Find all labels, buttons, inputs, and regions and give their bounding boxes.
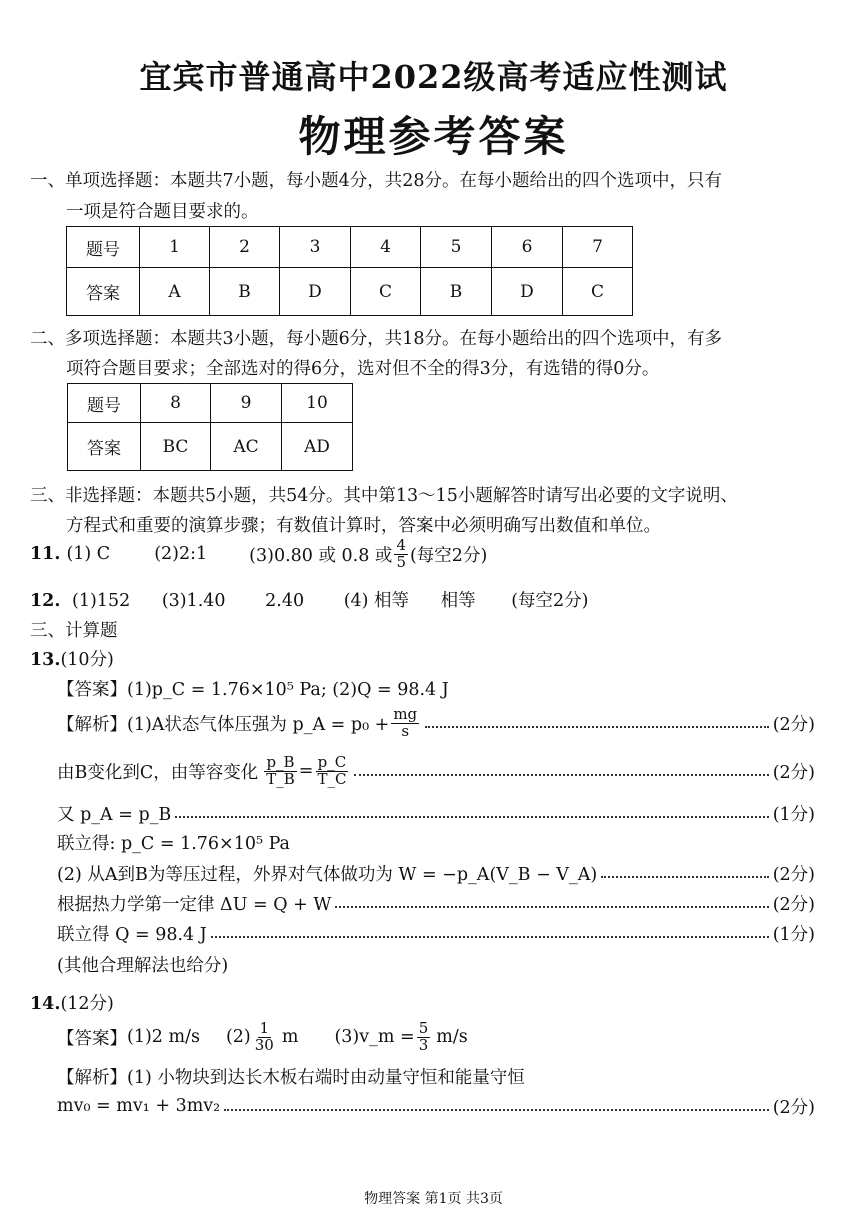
q14-answer-2-unit: m [281,1027,299,1047]
q14-answer-3-unit: m/s [436,1027,468,1047]
q11-answers [30,532,487,576]
q13-step3-text: 又 p_A = p_B [57,804,172,825]
fraction-numerator: p_C [317,752,347,771]
q13-step2-points: (2分) [772,762,815,783]
q13-step3-points: (1分) [772,804,815,825]
q13-note: (其他合理解法也给分) [57,956,229,976]
answer-cell: D [492,268,563,316]
question-number: 6 [492,227,563,268]
q13-step2-fraction-1 [264,752,297,788]
q11-fraction [394,535,408,571]
q12-answer-1: (1)152 [72,591,131,611]
q13-step2-fraction-2 [315,752,348,788]
analysis-tag: 【解析】 [57,714,127,735]
answer-cell: C [563,268,633,316]
q13-step2-text: 由B变化到C，由等容变化 [57,762,259,783]
question-number: 2 [210,227,280,268]
answer-cell: AC [211,423,282,471]
question-number: 1 [140,227,210,268]
q12-answer-5: 相等 [440,591,476,611]
answer-tag: 【答案】 [57,680,127,700]
q13-score: (10分) [60,650,114,670]
q13-step2 [57,748,815,794]
q13-step7 [57,920,815,946]
fraction-denominator: T_B [266,769,295,788]
single-choice-table [66,226,633,316]
q13-step5 [57,860,815,886]
table-answer-label: 答案 [68,423,141,471]
question-number: 5 [421,227,492,268]
part3-instructions-line2: 方程式和重要的演算步骤；有数值计算时，答案中必须明确写出数值和单位。 [66,516,661,536]
q12-answers [30,587,589,612]
answer-tag: 【答案】 [57,1028,127,1049]
q13-header [30,646,114,671]
fraction-numerator: p_B [266,752,295,771]
q14-answer-2-fraction [253,1018,276,1054]
question-number: 8 [141,384,211,423]
q13-step1-fraction [391,704,419,740]
q14-step1-text: (1) 小物块到达长木板右端时由动量守恒和能量守恒 [127,1068,525,1088]
q13-answer [57,676,449,701]
fraction-numerator: 5 [418,1018,429,1037]
question-number: 4 [351,227,421,268]
q11-answer-1: (1) C [66,544,111,564]
answer-cell: D [280,268,351,316]
q13-step1-points: (2分) [772,714,815,735]
q13-step5-text: (2) 从A到B为等压过程，外界对气体做功为 W = −p_A(V_B − V_A) [57,864,598,885]
answer-cell: A [140,268,210,316]
fraction-denominator: T_C [317,769,347,788]
answer-key-title: 物理参考答案 [298,112,569,161]
fraction-denominator: 30 [254,1035,274,1054]
analysis-tag: 【解析】 [57,1068,127,1088]
q13-step7-text: 联立得 Q = 98.4 J [57,924,207,945]
dot-leader [175,816,768,818]
q11-answer-3: (3)0.80 或 0.8 或 [249,545,393,566]
q13-step6 [57,890,815,916]
q14-answer-3-fraction [417,1018,431,1054]
multiple-choice-table [67,383,353,471]
q14-step2 [57,1093,815,1119]
q12-answer-3: 2.40 [265,591,305,611]
q13-step7-points: (1分) [772,924,815,945]
part1-instructions-line1: 一、单项选择题：本题共7小题，每小题4分，共28分。在每小题给出的四个选项中，只有 [30,171,723,191]
q13-step5-points: (2分) [772,864,815,885]
q13-step1-text: (1)A状态气体压强为 p_A = p₀ + [127,714,390,735]
part1-instructions-line2: 一项是符合题目要求的。 [66,202,259,222]
q14-answer-3: (3)v_m = [334,1027,415,1047]
q14-score: (12分) [60,994,114,1014]
q14-step1 [57,1064,525,1089]
question-number: 7 [563,227,633,268]
q13-number: 13. [30,650,61,670]
part2-instructions-line1: 二、多项选择题：本题共3小题，每小题6分，共18分。在每小题给出的四个选项中，有多 [30,329,723,349]
q12-answer-4: (4) 相等 [343,591,410,611]
equals-sign: = [298,761,314,781]
answer-cell: AD [282,423,353,471]
q12-answer-2: (3)1.40 [161,591,226,611]
question-number: 3 [280,227,351,268]
dot-leader [211,936,769,938]
answer-cell: BC [141,423,211,471]
part3-instructions-line1: 三、非选择题：本题共5小题，共54分。其中第13～15小题解答时请写出必要的文字说明、 [30,486,738,506]
q11-points: (每空2分) [409,545,488,566]
answer-cell: B [210,268,280,316]
page-footer: 物理答案 第1页 共3页 [364,1191,503,1207]
dot-leader [425,726,769,728]
q13-step6-text: 根据热力学第一定律 ΔU = Q + W [57,894,332,915]
dot-leader [224,1109,769,1111]
fraction-numerator: mg [393,704,418,723]
q13-step1 [57,700,815,746]
q13-step3 [57,800,815,826]
q11-number: 11. [30,544,61,564]
fraction-numerator: 1 [259,1018,270,1037]
dot-leader [354,774,768,776]
q14-answer-2: (2) [225,1027,251,1047]
dot-leader [335,906,768,908]
fraction-numerator: 4 [396,535,406,554]
table-answer-label: 答案 [67,268,140,316]
q14-header [30,990,114,1015]
question-number: 10 [282,384,353,423]
q14-number: 14. [30,994,61,1014]
question-number: 9 [211,384,282,423]
dot-leader [601,876,769,878]
exam-title: 宜宾市普通高中2022级高考适应性测试 [139,58,728,96]
fraction-denominator: 5 [396,552,406,571]
fraction-denominator: s [401,721,410,740]
answer-cell: B [421,268,492,316]
q13-answer-text: (1)p_C = 1.76×10⁵ Pa; (2)Q = 98.4 J [127,680,449,700]
table-header-label: 题号 [68,384,141,423]
part2-instructions-line2: 项符合题目要求；全部选对的得6分，选对但不全的得3分，有选错的得0分。 [66,359,660,379]
q14-step2-points: (2分) [772,1097,815,1118]
table-header-label: 题号 [67,227,140,268]
q11-answer-2: (2)2:1 [154,544,208,564]
q12-number: 12. [30,591,61,611]
q14-answer [57,1014,468,1060]
q13-step4: 联立得: p_C = 1.76×10⁵ Pa [57,834,290,854]
fraction-denominator: 3 [418,1035,429,1054]
q14-answer-1: (1)2 m/s [127,1027,200,1047]
answer-cell: C [351,268,421,316]
q14-step2-text: mv₀ = mv₁ + 3mv₂ [57,1096,221,1116]
q12-points: (每空2分) [511,591,589,611]
q13-step6-points: (2分) [772,894,815,915]
calc-section-heading: 三、计算题 [30,621,118,641]
